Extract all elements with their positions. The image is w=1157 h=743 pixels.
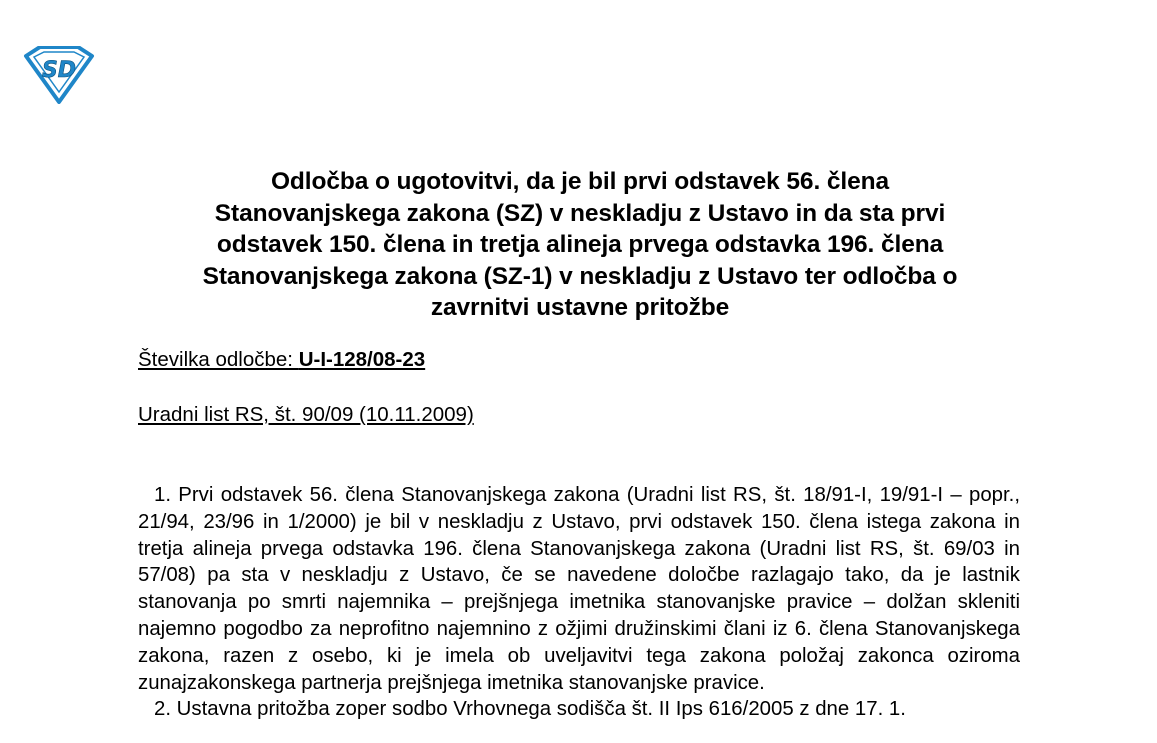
decision-number-value: U-I-128/08-23 (298, 348, 426, 371)
paragraph: 2. Ustavna pritožba zoper sodbo Vrhovnega sodišča št. II Ips 616/2005 z dne 17. 1. (154, 698, 906, 721)
paragraph: 1. Prvi odstavek 56. člena Stanovanjskega zakona (Uradni list RS, št. 18/91-I, 19/91-I – popr., 21/94, 23/96 in 1/2000) je bil v neskladju z Ustavo, prvi odstavek 150. člena istega zakona in tretja alineja prvega odstavka 196. člena Stanovanjskega zakona (Uradni list RS, št. 69/03 in 57/08) pa sta v neskladju z Ustavo, če se navedene določbe razlagajo tako, da je lastnik stanovanja po smrti najemnika – prejšnjega imetnika stanovanjske pravice – dolžan skleniti najemno pogodbo za neprofitno najemnino z ožjimi družinskimi člani iz 6. člena Stanovanjskega zakona, razen z osebo, ki je imela ob uveljavitvi tega zakona položaj zakonca oziroma zunajzakonskega partnerja prejšnjega imetnika stanovanjske pravice. (138, 484, 1020, 694)
title-line: odstavek 150. člena in tretja alineja prvega odstavka 196. člena (216, 231, 944, 258)
title-line: Odločba o ugotovitvi, da je bil prvi odstavek 56. člena (270, 168, 890, 195)
decision-number-label: Številka odločbe: (138, 348, 299, 371)
title-line: Stanovanjskega zakona (SZ-1) v neskladju z Ustavo ter odločba o (202, 262, 958, 290)
document-body (138, 482, 1020, 723)
official-gazette-reference: Uradni list RS, št. 90/09 (10.11.2009) (138, 403, 474, 426)
court-logo-icon (22, 46, 96, 104)
document-title (140, 166, 1020, 324)
decision-number (138, 348, 425, 372)
logo-letters: SD (41, 58, 77, 83)
title-line: Stanovanjskega zakona (SZ) v neskladju z Ustavo in da sta prvi (214, 199, 946, 227)
title-line: zavrnitvi ustavne pritožbe (430, 294, 730, 321)
